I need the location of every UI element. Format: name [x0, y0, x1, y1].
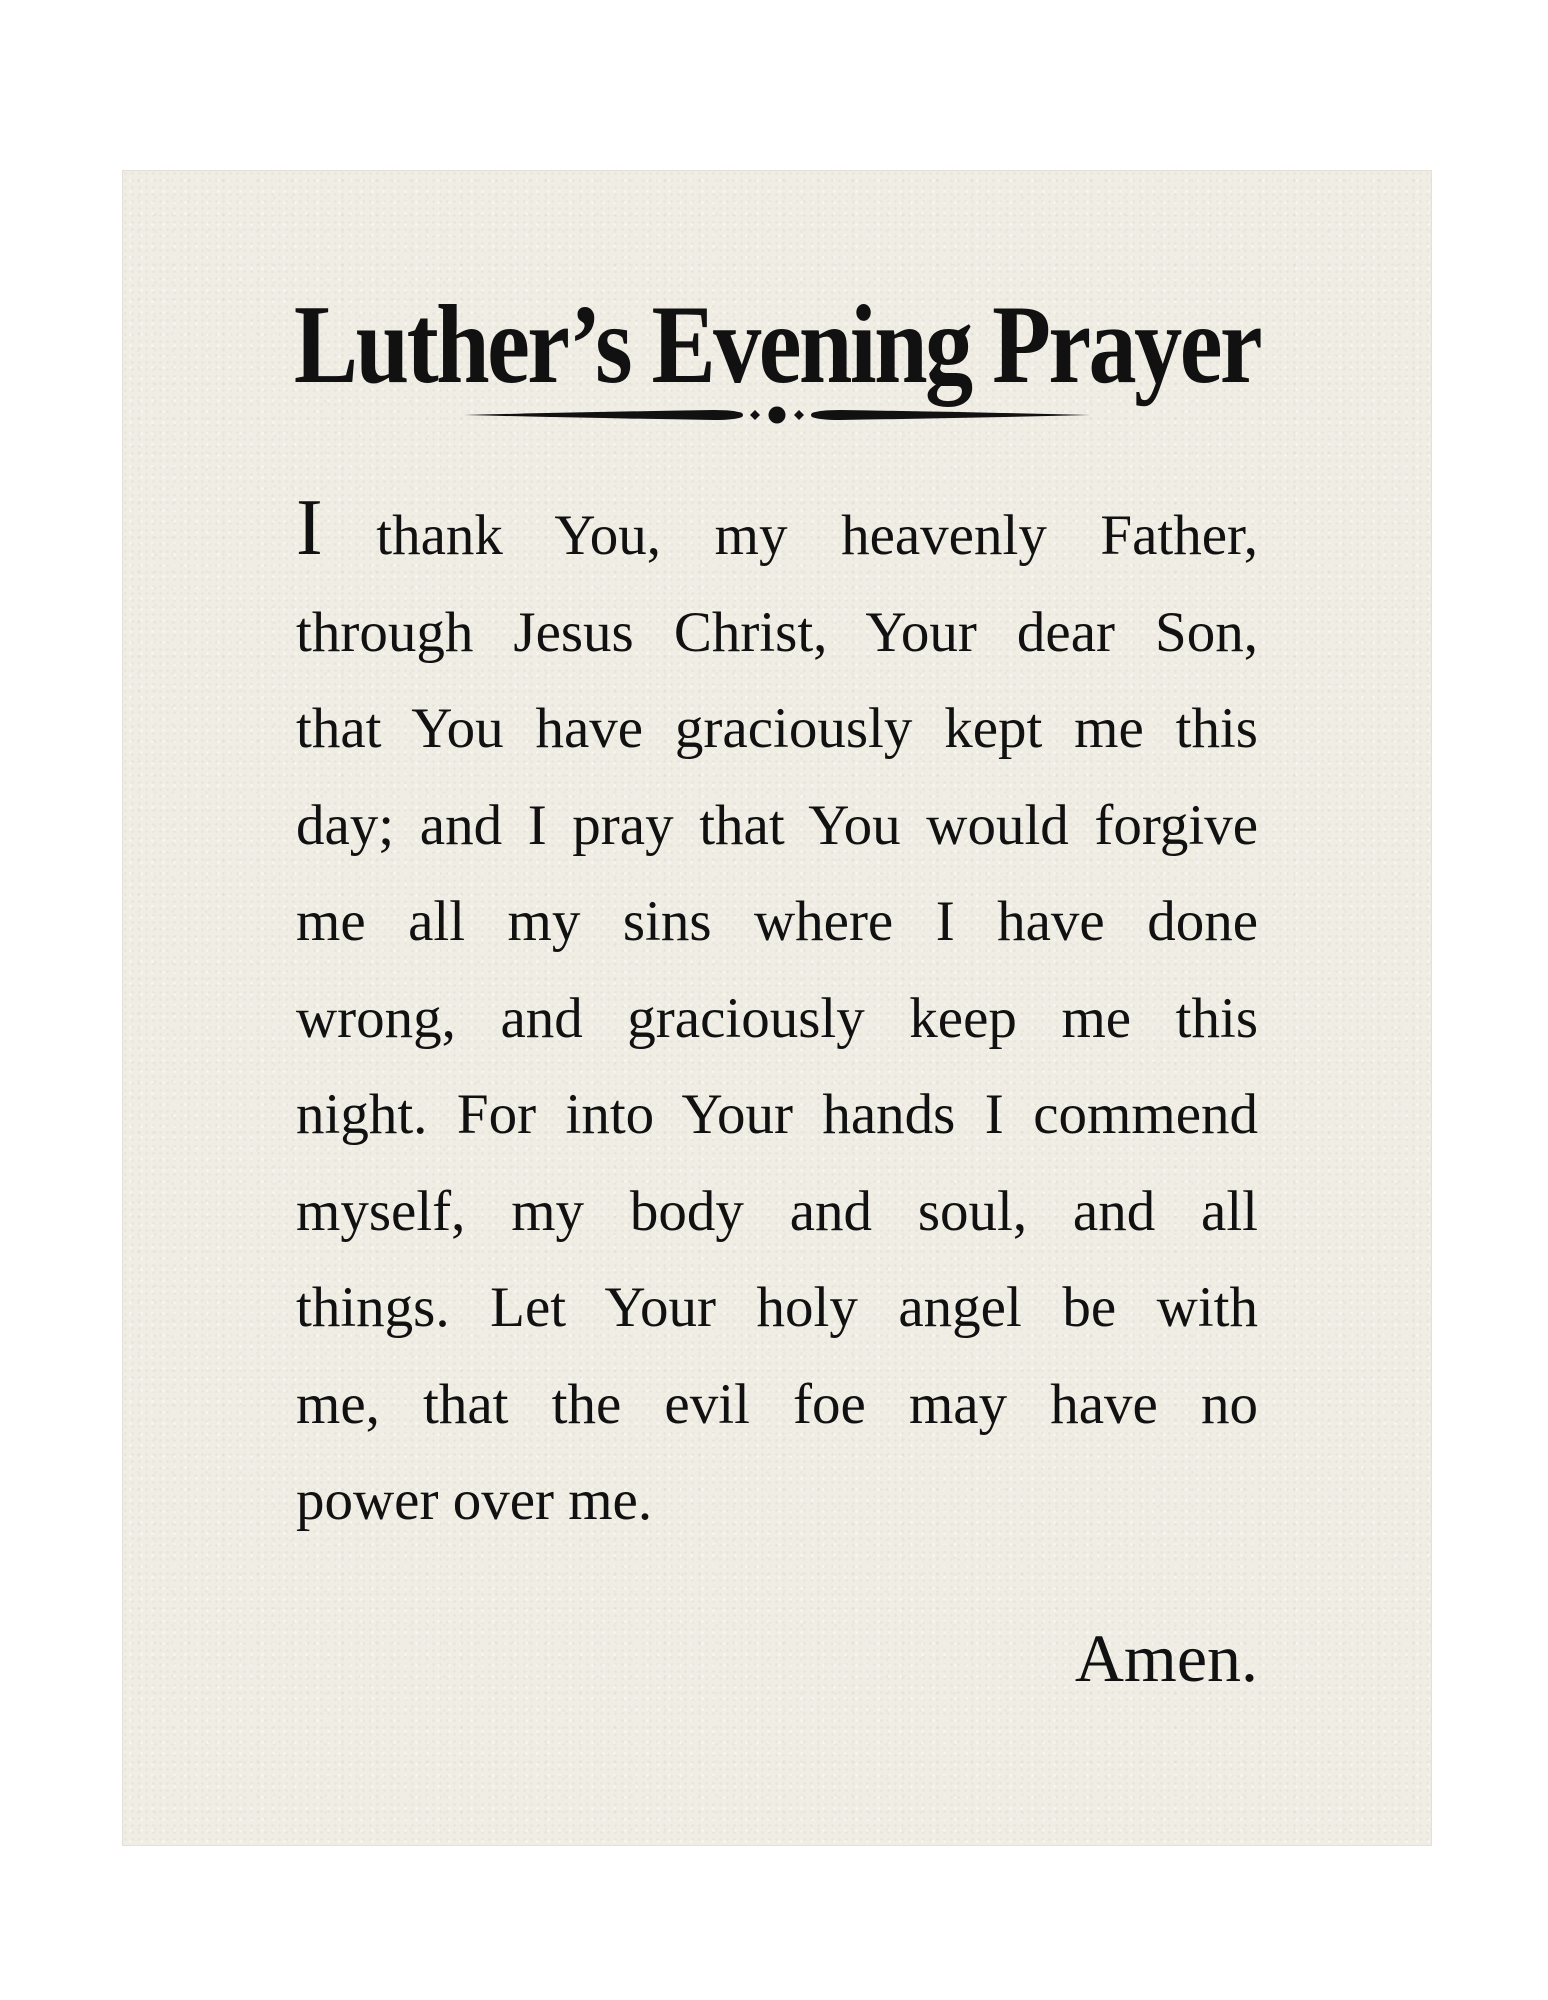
prayer-line: that You have graciously kept me this: [296, 697, 1258, 760]
prayer-line: through Jesus Christ, Your dear Son,: [296, 600, 1258, 664]
prayer-line: power over me.: [296, 1469, 653, 1532]
prayer-line: me, that the evil foe may have no: [296, 1372, 1258, 1436]
prayer-line: things. Let Your holy angel be with: [296, 1276, 1258, 1339]
initial-capital: I: [296, 484, 323, 572]
prayer-text: [296, 484, 1258, 1550]
prayer-print: [122, 170, 1432, 1846]
prayer-line: day; and I pray that You would forgive: [296, 793, 1258, 857]
scroll-divider-ornament-icon: [464, 400, 1090, 430]
prayer-line: night. For into Your hands I commend: [296, 1083, 1258, 1146]
prayer-line: myself, my body and soul, and all: [296, 1179, 1258, 1243]
prayer-line: me all my sins where I have done: [296, 890, 1258, 953]
prayer-title: Luther’s Evening Prayer: [293, 283, 1261, 407]
prayer-line: I thank You, my heavenly Father,: [296, 484, 1258, 572]
prayer-line: wrong, and graciously keep me this: [296, 986, 1258, 1050]
prayer-closing: Amen.: [1074, 1620, 1258, 1696]
